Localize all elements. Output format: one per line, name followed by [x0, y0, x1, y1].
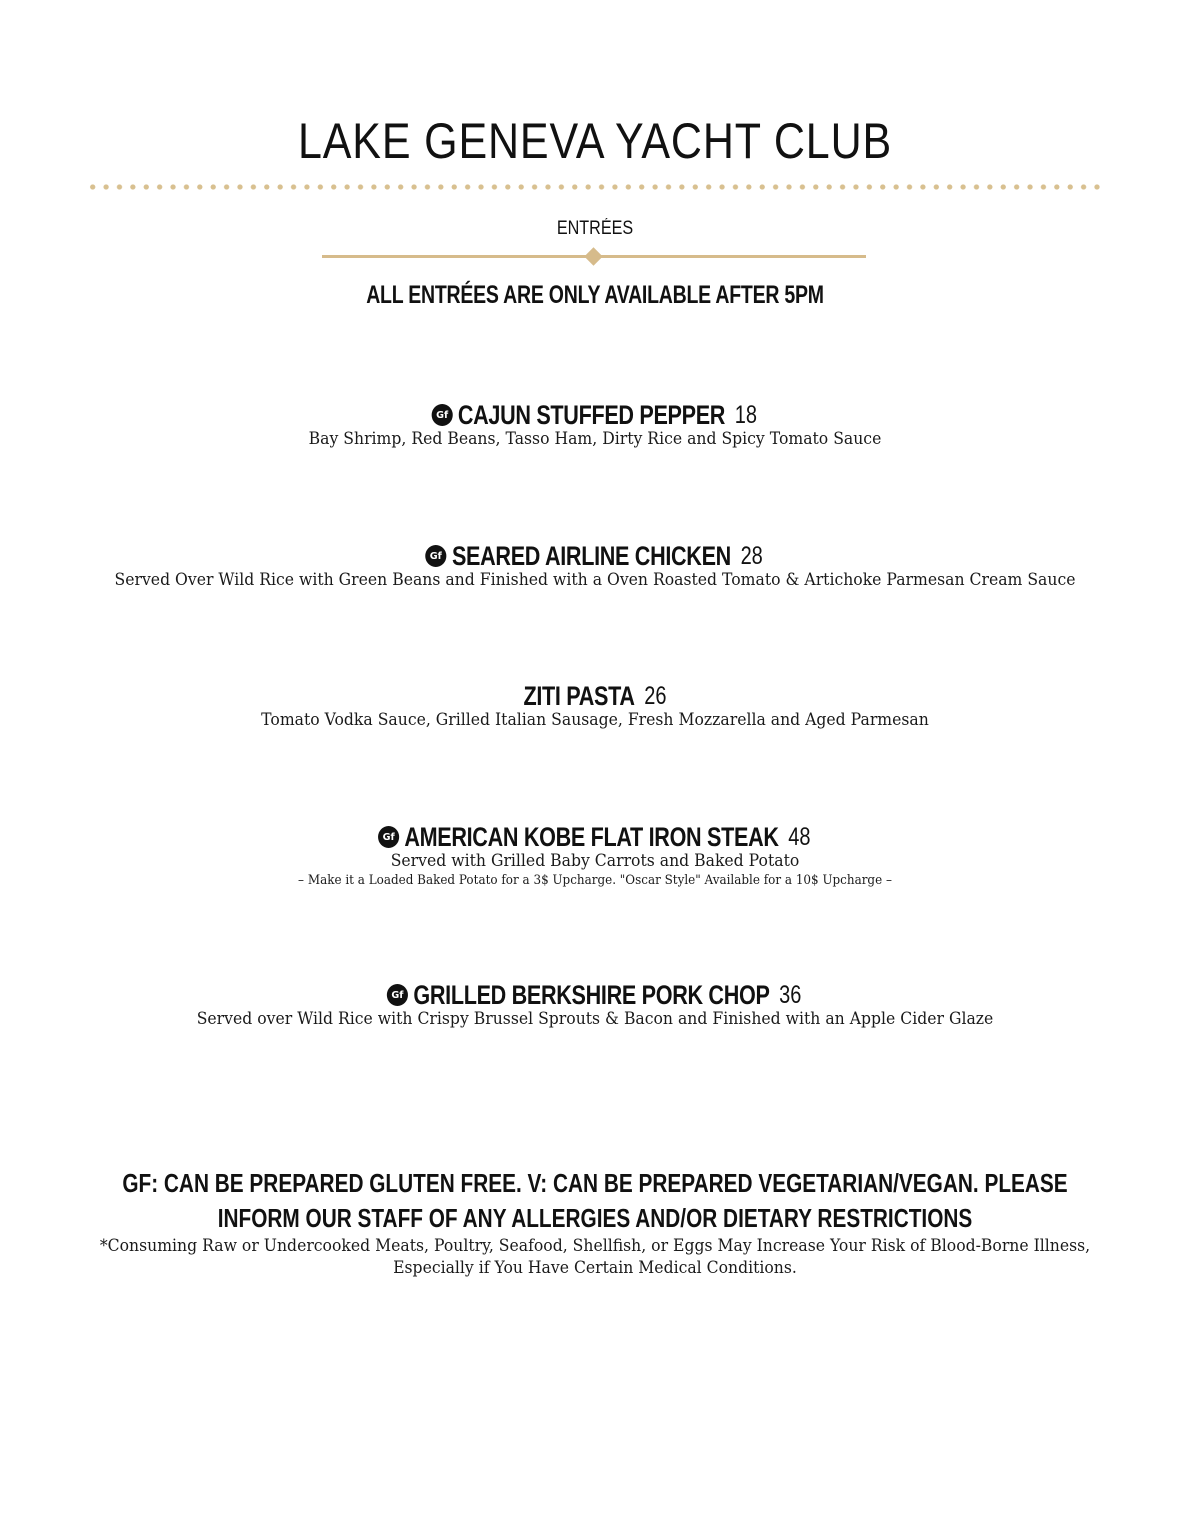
dietary-legend-text: GF: CAN BE PREPARED GLUTEN FREE. V: CAN BE PREPARED VEGETARIAN/VEGAN. PLEASE INFORM OUR STAFF OF ANY ALLERGIES AND/OR DIETARY RESTRICTIONS — [122, 1168, 1068, 1233]
health-disclaimer-text: *Consuming Raw or Undercooked Meats, Poultry, Seafood, Shellfish, or Eggs May Increase Your Risk of Blood-Borne Illness, Especially if You Have Certain Medical Conditions. — [99, 1236, 1091, 1278]
menu-item-name: SEARED AIRLINE CHICKEN — [451, 540, 731, 571]
gluten-free-icon: Gf — [425, 545, 446, 567]
menu-item-price: 18 — [734, 400, 757, 429]
gluten-free-icon: Gf — [378, 826, 399, 848]
menu-item — [0, 680, 1190, 731]
availability-notice: ALL ENTRÉES ARE ONLY AVAILABLE AFTER 5PM — [366, 281, 824, 309]
menu-item-description: Served with Grilled Baby Carrots and Baked Potato — [390, 851, 800, 871]
menu-item — [0, 399, 1190, 450]
menu-item-name: ZITI PASTA — [523, 680, 635, 711]
menu-item-description: Tomato Vodka Sauce, Grilled Italian Sausage, Fresh Mozzarella and Aged Parmesan — [261, 710, 929, 730]
menu-item — [0, 540, 1190, 591]
menu-item-heading — [119, 680, 1071, 712]
menu-item-name: CAJUN STUFFED PEPPER — [457, 399, 726, 430]
dietary-legend — [122, 1166, 1068, 1236]
menu-item-heading — [119, 399, 1071, 431]
gluten-free-icon: Gf — [387, 984, 408, 1006]
menu-item-upcharge-note: – Make it a Loaded Baked Potato for a 3$ Upcharge. "Oscar Style" Available for a 10$ Upcharge – — [298, 873, 892, 888]
menu-item — [0, 821, 1190, 890]
menu-item-price: 48 — [788, 822, 811, 851]
menu-item-price: 36 — [779, 980, 802, 1009]
menu-item-heading — [119, 821, 1071, 853]
diamond-ornament-icon — [584, 247, 602, 265]
menu-item-description: Bay Shrimp, Red Beans, Tasso Ham, Dirty Rice and Spicy Tomato Sauce — [308, 429, 882, 449]
gluten-free-icon: Gf — [431, 404, 452, 426]
page-title: LAKE GENEVA YACHT CLUB — [297, 113, 893, 169]
menu-item-price: 28 — [740, 541, 763, 570]
menu-item-heading — [119, 540, 1071, 572]
section-heading: ENTRÉES — [556, 218, 634, 239]
dotted-divider — [86, 183, 1106, 191]
menu-item — [0, 979, 1190, 1030]
menu-item-description: Served over Wild Rice with Crispy Brussel Sprouts & Bacon and Finished with an Apple Cider Glaze — [196, 1009, 994, 1029]
health-disclaimer — [100, 1235, 1090, 1279]
menu-item-heading — [119, 979, 1071, 1011]
menu-item-name: GRILLED BERKSHIRE PORK CHOP — [413, 979, 770, 1010]
menu-item-name: AMERICAN KOBE FLAT IRON STEAK — [404, 821, 779, 852]
menu-item-price: 26 — [644, 681, 667, 710]
menu-item-description: Served Over Wild Rice with Green Beans and Finished with a Oven Roasted Tomato & Artichoke Parmesan Cream Sauce — [114, 570, 1076, 590]
